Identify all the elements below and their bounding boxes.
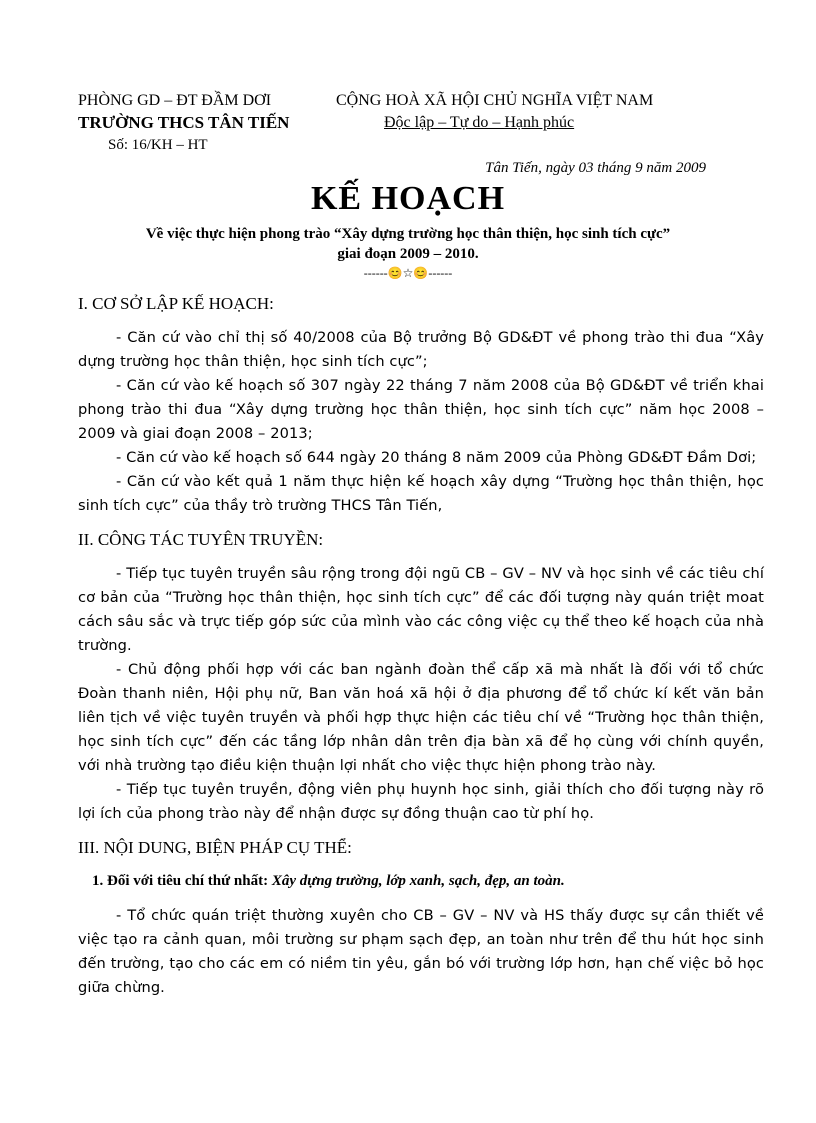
section-1-paragraph: - Căn cứ vào kết quả 1 năm thực hiện kế hoạch xây dựng “Trường học thân thiện, học sinh tích cực” của thầy trò trường THCS Tân Tiến,: [78, 473, 764, 514]
national-motto: Độc lập – Tự do – Hạnh phúc: [384, 114, 575, 131]
document-number: Số: 16/KH – HT: [108, 137, 208, 153]
date-line: Tân Tiến, ngày 03 tháng 9 năm 2009: [485, 160, 706, 176]
section-1-paragraph: - Căn cứ vào kế hoạch số 307 ngày 22 tháng 7 năm 2008 của Bộ GD&ĐT về triển khai phong trào thi đua “Xây dựng trường học thân thiện, học sinh tích cực” năm học 2008 – 2009 và giai đoạn 2008 – 2013;: [78, 377, 764, 442]
page-subtitle: [60, 224, 756, 264]
section-2-heading: II. CÔNG TÁC TUYÊN TRUYỀN:: [78, 530, 324, 549]
section-1-paragraph: - Căn cứ vào kế hoạch số 644 ngày 20 tháng 8 năm 2009 của Phòng GD&ĐT Đầm Dơi;: [116, 449, 757, 466]
subtitle-line-1: Về việc thực hiện phong trào “Xây dựng trường học thân thiện, học sinh tích cực”: [145, 226, 671, 242]
section-3-paragraph: - Tổ chức quán triệt thường xuyên cho CB – GV – NV và HS thấy được sự cần thiết về việc tạo ra cảnh quan, môi trường sư phạm sạch đẹp, an toàn như trên để thu hút học sinh đến trường, tạo cho các em có niềm tin yêu, gắn bó với trường lớp hơn, hạn chế việc bỏ học giữa chừng.: [78, 907, 764, 996]
ornament-divider: ------😊☆😊------: [363, 266, 453, 280]
section-1-heading: I. CƠ SỞ LẬP KẾ HOẠCH:: [78, 294, 274, 313]
section-3-heading: III. NỘI DUNG, BIỆN PHÁP CỤ THỂ:: [78, 838, 352, 857]
header-left: [78, 90, 328, 156]
header-right: [336, 90, 716, 134]
national-title: CỘNG HOÀ XÃ HỘI CHỦ NGHĨA VIỆT NAM: [336, 92, 654, 109]
page-title: KẾ HOẠCH: [310, 180, 506, 217]
section-2-paragraph: - Chủ động phối hợp với các ban ngành đoàn thể cấp xã mà nhất là đối với tổ chức Đoàn thanh niên, Hội phụ nữ, Ban văn hoá xã hội ở địa phương để tổ chức kí kết văn bản liên tịch về việc tuyên truyền và phối hợp thực hiện các tiêu chí về “Trường học thân thiện, học sinh tích cực” đến các tầng lớp nhân dân trên địa bàn xã để họ cùng với chính quyền, với nhà trường tạo điều kiện thuận lợi nhất cho việc thực hiện phong trào này.: [78, 661, 764, 774]
subheading-title: Xây dựng trường, lớp xanh, sạch, đẹp, an toàn.: [271, 873, 565, 889]
subheading-label: 1. Đối với tiêu chí thứ nhất:: [92, 873, 272, 889]
section-3-subheading: [78, 870, 764, 892]
department-name: PHÒNG GD – ĐT ĐẦM DƠI: [78, 92, 272, 109]
section-2-paragraph: - Tiếp tục tuyên truyền, động viên phụ huynh học sinh, giải thích cho đối tượng này rõ lợi ích của phong trào này để nhận được sự đồng thuận cao từ phí họ.: [78, 781, 764, 822]
subtitle-line-2: giai đoạn 2009 – 2010.: [337, 246, 479, 262]
document-body: [78, 292, 764, 1000]
section-2-paragraph: - Tiếp tục tuyên truyền sâu rộng trong đội ngũ CB – GV – NV và học sinh về các tiêu chí cơ bản của “Trường học thân thiện, học sinh tích cực” để các đối tượng này quán triệt moat cách sâu sắc và trực tiếp góp sức của mình vào các công việc cụ thể theo kế hoạch của nhà trường.: [78, 565, 764, 654]
section-1-paragraph: - Căn cứ vào chỉ thị số 40/2008 của Bộ trưởng Bộ GD&ĐT về phong trào thi đua “Xây dựng trường học thân thiện, học sinh tích cực”;: [78, 329, 764, 370]
school-name: TRƯỜNG THCS TÂN TIẾN: [78, 113, 290, 132]
